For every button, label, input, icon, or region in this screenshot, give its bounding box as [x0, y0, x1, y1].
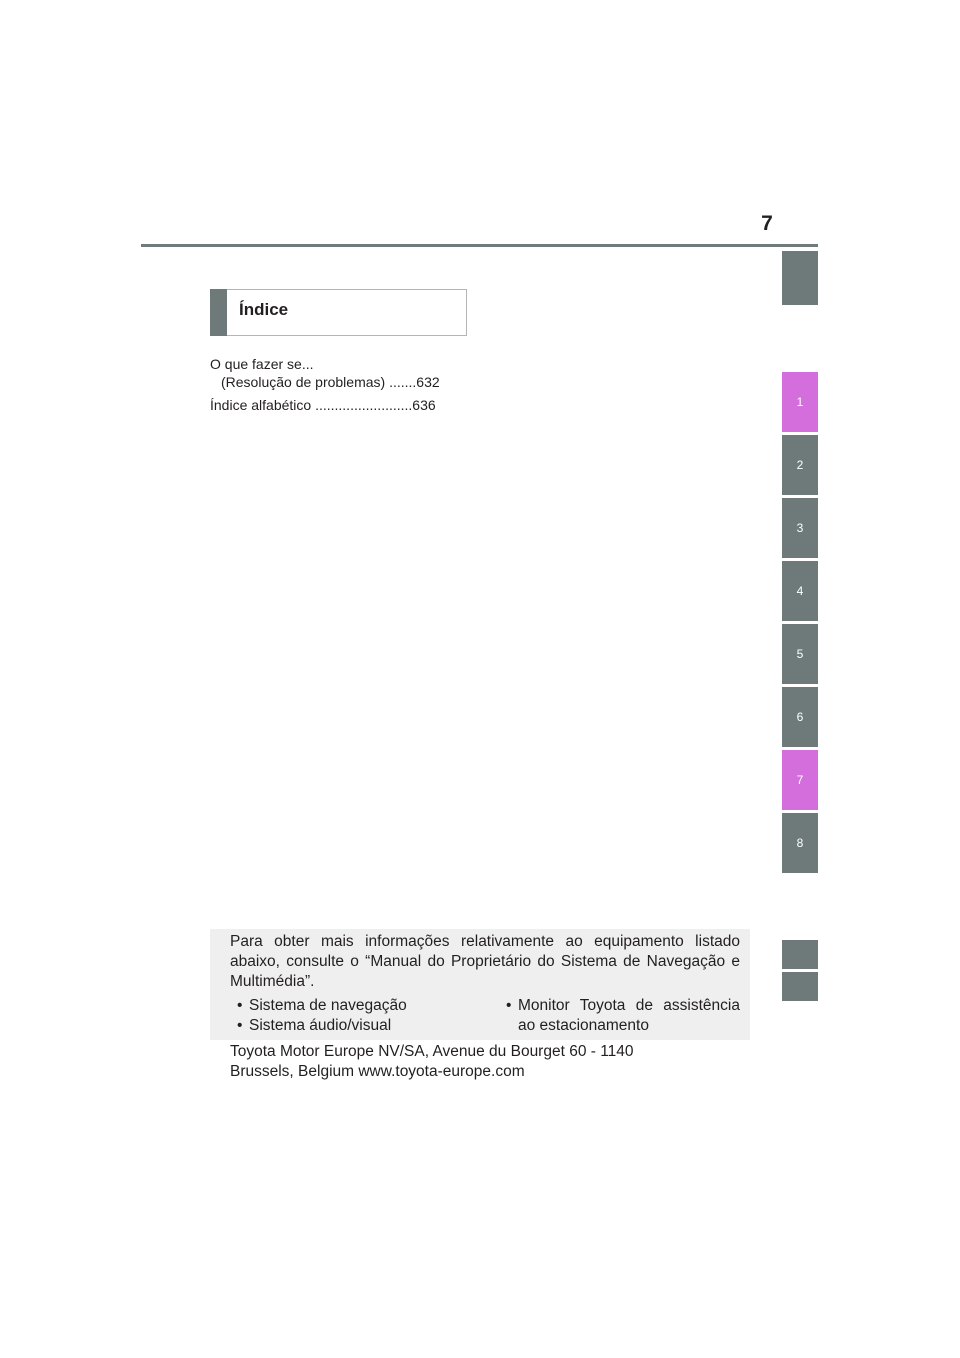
bullet-dot: •: [506, 997, 512, 1014]
side-tab-6[interactable]: [782, 687, 818, 747]
side-tab-7[interactable]: [782, 750, 818, 810]
toc-entry-alphabetical-index[interactable]: Índice alfabético .........................636: [210, 397, 436, 413]
header-rule: [141, 244, 818, 247]
side-tab-label: 6: [796, 710, 804, 724]
page-number: 7: [761, 212, 773, 235]
side-tab-5[interactable]: [782, 624, 818, 684]
bullet-dot: •: [237, 997, 243, 1014]
side-tab-index-1[interactable]: [782, 940, 818, 969]
side-tab-blank-top[interactable]: [782, 251, 818, 305]
side-tab-label: 8: [796, 836, 804, 850]
side-tab-8[interactable]: [782, 813, 818, 873]
side-tab-1[interactable]: [782, 372, 818, 432]
toc-entry-troubleshooting-line2[interactable]: (Resolução de problemas) .......632: [221, 374, 440, 390]
section-header-bar: [210, 289, 227, 336]
footer-address: [230, 1042, 710, 1082]
side-tab-4[interactable]: [782, 561, 818, 621]
side-tab-label: 4: [796, 584, 804, 598]
bullet-navigation-system: Sistema de navegação: [249, 997, 407, 1014]
side-tab-label: 3: [796, 521, 804, 535]
side-tab-index-2[interactable]: [782, 972, 818, 1001]
bullet-parking-assist-monitor: Monitor Toyota de assistência ao estacionamento: [518, 997, 740, 1034]
side-tab-2[interactable]: [782, 435, 818, 495]
footer-line-1: Toyota Motor Europe NV/SA, Avenue du Bourget 60 - 1140: [230, 1043, 634, 1060]
section-title: Índice: [239, 300, 289, 319]
footer-line-2: Brussels, Belgium www.toyota-europe.com: [230, 1063, 525, 1080]
side-tab-label: 7: [796, 773, 804, 787]
side-tab-label: 5: [796, 647, 804, 661]
bullet-audio-visual-system: Sistema áudio/visual: [249, 1017, 392, 1034]
side-tab-label: 1: [796, 395, 804, 409]
toc-entry-troubleshooting-line1[interactable]: O que fazer se...: [210, 356, 314, 372]
bullet-dot: •: [237, 1017, 243, 1034]
side-tab-label: 2: [796, 458, 804, 472]
info-text: Para obter mais informações relativamente ao equipamento listado abaixo, consulte o “Manual do Proprietário do Sistema de Navegação e Multimédia”.: [230, 933, 740, 990]
side-tab-3[interactable]: [782, 498, 818, 558]
